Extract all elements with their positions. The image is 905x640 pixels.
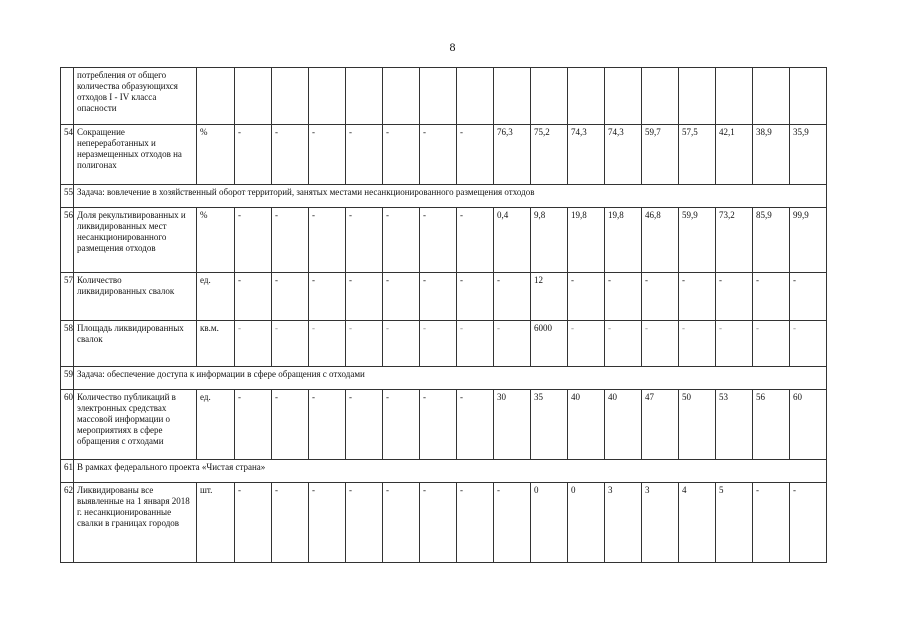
value-cell: 3 [642,483,679,563]
row-number: 55 [61,185,74,208]
row-number: 58 [61,321,74,367]
value-cell: 5 [716,483,753,563]
indicator-name: Количество публикаций в электронных средствах массовой информации о мероприятиях в сфере обращения с отходами [74,390,197,460]
value-cell: - [272,483,309,563]
value-cell: 30 [494,390,531,460]
value-cell: - [790,483,827,563]
unit-cell: ед. [197,273,235,321]
table-row [61,208,827,273]
value-cell: 74,3 [568,125,605,185]
indicator-name: Ликвидированы все выявленные на 1 января 2018 г. несанкционированные свалки в границах городов [74,483,197,563]
value-cell: 60 [790,390,827,460]
value-cell: - [753,483,790,563]
value-cell: - [346,483,383,563]
value-cell: - [679,321,716,367]
section-row [61,460,827,483]
value-cell [716,68,753,125]
value-cell: - [642,321,679,367]
value-cell: - [235,390,272,460]
unit-cell [197,68,235,125]
value-cell: - [457,483,494,563]
value-cell: - [494,321,531,367]
value-cell: - [235,125,272,185]
value-cell [679,68,716,125]
indicator-name: потребления от общего количества образующихся отходов I - IV класса опасности [74,68,197,125]
value-cell: 40 [605,390,642,460]
value-cell: - [235,483,272,563]
value-cell: 56 [753,390,790,460]
value-cell: - [309,208,346,273]
unit-cell: шт. [197,483,235,563]
value-cell: 73,2 [716,208,753,273]
value-cell: 12 [531,273,568,321]
table-row [61,273,827,321]
value-cell: 35 [531,390,568,460]
value-cell: - [420,273,457,321]
value-cell: 0 [568,483,605,563]
section-title: В рамках федерального проекта «Чистая страна» [74,460,827,483]
value-cell: - [457,273,494,321]
value-cell: - [679,273,716,321]
value-cell: - [420,390,457,460]
value-cell: - [457,390,494,460]
indicator-name: Площадь ликвидированных свалок [74,321,197,367]
value-cell: - [346,208,383,273]
table-row [61,483,827,563]
unit-cell: % [197,125,235,185]
value-cell: - [235,321,272,367]
value-cell: - [383,208,420,273]
value-cell: - [605,273,642,321]
value-cell: - [346,321,383,367]
row-number: 56 [61,208,74,273]
value-cell [531,68,568,125]
section-row [61,367,827,390]
value-cell [605,68,642,125]
value-cell: - [272,390,309,460]
section-title: Задача: вовлечение в хозяйственный оборот территорий, занятых местами несанкционированного размещения отходов [74,185,827,208]
value-cell: - [605,321,642,367]
table-row [61,125,827,185]
value-cell: - [716,321,753,367]
section-title: Задача: обеспечение доступа к информации в сфере обращения с отходами [74,367,827,390]
value-cell: 19,8 [568,208,605,273]
value-cell [309,68,346,125]
value-cell: - [494,483,531,563]
value-cell: - [346,125,383,185]
value-cell: - [457,125,494,185]
value-cell: - [309,483,346,563]
value-cell [235,68,272,125]
value-cell: - [568,273,605,321]
row-number: 61 [61,460,74,483]
value-cell: 50 [679,390,716,460]
value-cell: - [383,273,420,321]
value-cell: 42,1 [716,125,753,185]
value-cell: - [420,208,457,273]
unit-cell: % [197,208,235,273]
table-row [61,68,827,125]
value-cell: - [494,273,531,321]
indicator-name: Количество ликвидированных свалок [74,273,197,321]
value-cell: 9,8 [531,208,568,273]
value-cell: 85,9 [753,208,790,273]
value-cell: 47 [642,390,679,460]
value-cell: - [383,390,420,460]
value-cell: 0,4 [494,208,531,273]
section-row [61,185,827,208]
value-cell: - [420,321,457,367]
value-cell [642,68,679,125]
value-cell: - [235,208,272,273]
value-cell: - [309,390,346,460]
row-number [61,68,74,125]
indicators-table [60,67,827,563]
value-cell: - [457,321,494,367]
row-number: 60 [61,390,74,460]
value-cell [457,68,494,125]
value-cell: - [790,321,827,367]
value-cell: - [790,273,827,321]
value-cell: 46,8 [642,208,679,273]
value-cell [568,68,605,125]
value-cell: - [272,208,309,273]
value-cell: - [309,321,346,367]
value-cell: 59,9 [679,208,716,273]
unit-cell: ед. [197,390,235,460]
value-cell: 53 [716,390,753,460]
value-cell [272,68,309,125]
value-cell: - [383,483,420,563]
value-cell: 99,9 [790,208,827,273]
value-cell: 35,9 [790,125,827,185]
value-cell: - [383,321,420,367]
value-cell: - [753,273,790,321]
table-row [61,390,827,460]
value-cell: - [272,321,309,367]
value-cell: - [309,125,346,185]
row-number: 62 [61,483,74,563]
row-number: 59 [61,367,74,390]
value-cell [420,68,457,125]
value-cell: 75,2 [531,125,568,185]
value-cell: 3 [605,483,642,563]
value-cell: 0 [531,483,568,563]
value-cell: - [642,273,679,321]
value-cell: 76,3 [494,125,531,185]
value-cell: - [568,321,605,367]
unit-cell: кв.м. [197,321,235,367]
value-cell [346,68,383,125]
value-cell: - [383,125,420,185]
value-cell: - [716,273,753,321]
table-row [61,321,827,367]
value-cell: - [272,273,309,321]
value-cell [383,68,420,125]
value-cell: - [346,273,383,321]
value-cell: - [420,483,457,563]
value-cell: - [346,390,383,460]
value-cell: - [272,125,309,185]
indicator-name: Доля рекультивированных и ликвидированных мест несанкционированного размещения отходов [74,208,197,273]
value-cell [790,68,827,125]
value-cell: 6000 [531,321,568,367]
value-cell [494,68,531,125]
value-cell: 19,8 [605,208,642,273]
indicator-name: Сокращение непереработанных и неразмещенных отходов на полигонах [74,125,197,185]
row-number: 57 [61,273,74,321]
value-cell: - [753,321,790,367]
value-cell: - [457,208,494,273]
value-cell: 4 [679,483,716,563]
page-number: 8 [449,40,456,54]
value-cell: - [235,273,272,321]
value-cell: 74,3 [605,125,642,185]
value-cell: - [420,125,457,185]
value-cell: 38,9 [753,125,790,185]
value-cell: 57,5 [679,125,716,185]
value-cell: - [309,273,346,321]
value-cell [753,68,790,125]
value-cell: 40 [568,390,605,460]
row-number: 54 [61,125,74,185]
value-cell: 59,7 [642,125,679,185]
